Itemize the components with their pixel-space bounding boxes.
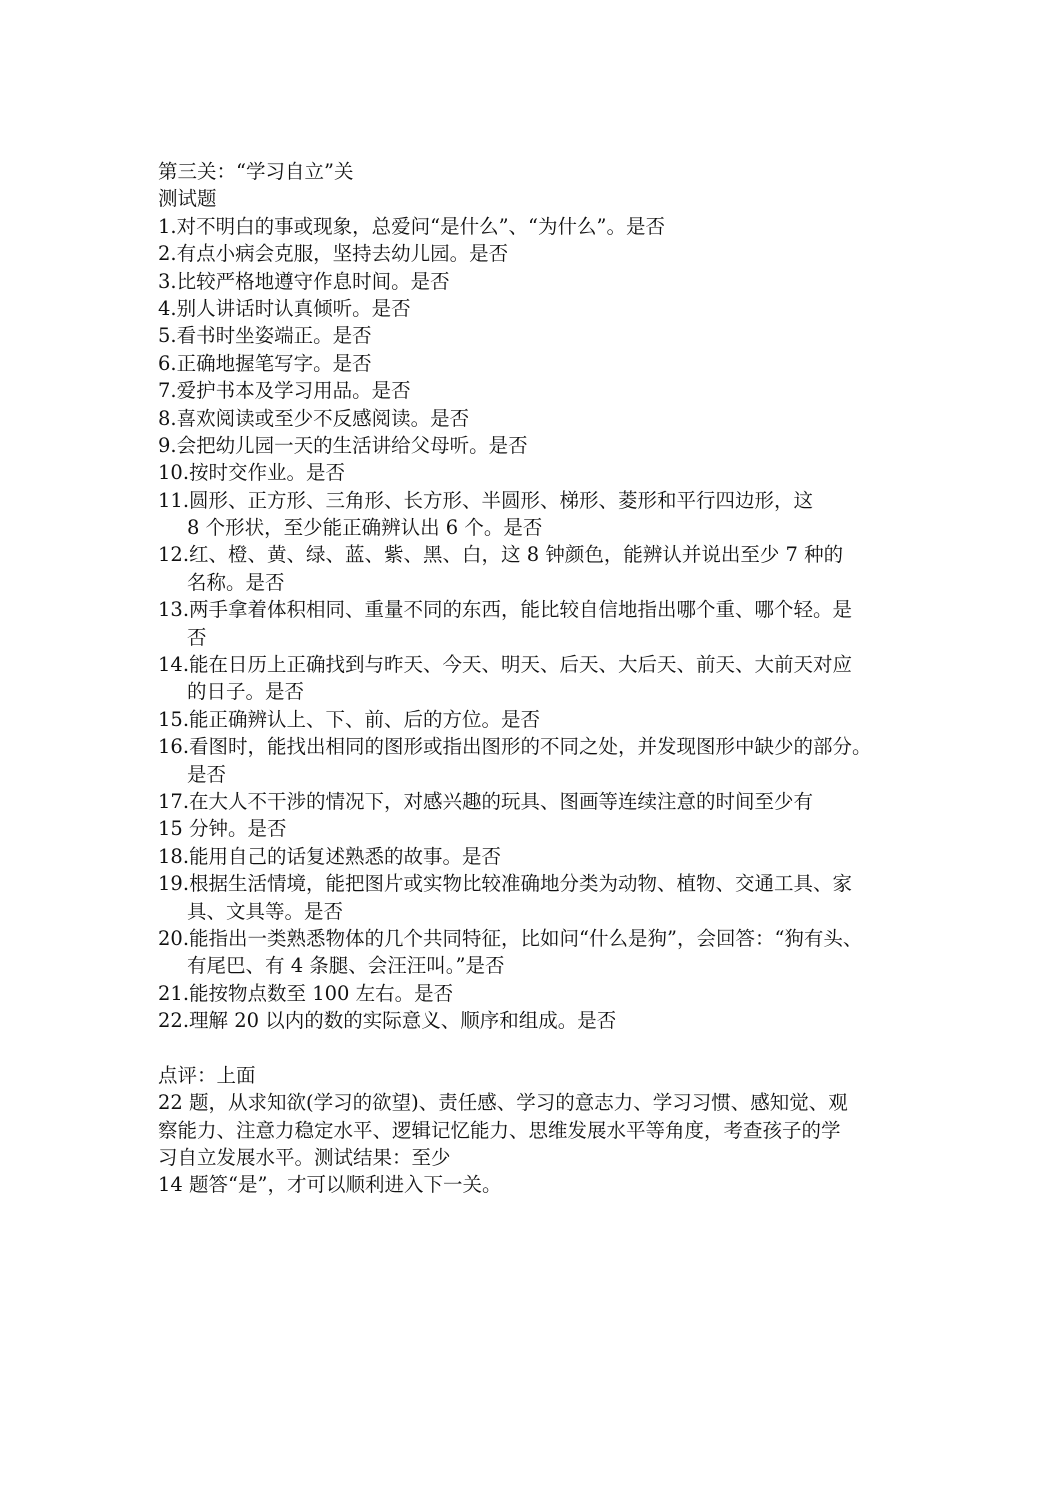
question-item <box>158 213 903 240</box>
question-text: 4.别人讲话时认真倾听。是否 <box>158 296 411 320</box>
question-text: 7.爱护书本及学习用品。是否 <box>158 379 411 403</box>
question-text-continued: 具、文具等。是否 <box>187 899 344 923</box>
question-item <box>158 432 903 459</box>
question-text-continued: 有尾巴、有 4 条腿、会汪汪叫。”是否 <box>187 954 505 978</box>
question-item <box>158 295 903 322</box>
question-item <box>158 843 903 870</box>
question-item <box>158 706 903 733</box>
question-item <box>158 925 903 980</box>
section-subtitle: 测试题 <box>158 187 217 211</box>
question-item <box>158 541 903 596</box>
question-text: 8.喜欢阅读或至少不反感阅读。是否 <box>158 406 470 430</box>
question-text: 10.按时交作业。是否 <box>158 461 346 485</box>
question-item <box>158 1007 903 1034</box>
question-text: 14.能在日历上正确找到与昨天、今天、明天、后天、大后天、前天、大前天对应 <box>158 653 853 677</box>
question-text: 13.两手拿着体积相同、重量不同的东西，能比较自信地指出哪个重、哪个轻。是 <box>158 598 853 622</box>
question-item <box>158 459 903 486</box>
question-item <box>158 350 903 377</box>
question-text: 15.能正确辨认上、下、前、后的方位。是否 <box>158 707 541 731</box>
question-text: 1.对不明白的事或现象，总爱问“是什么”、“为什么”。是否 <box>158 214 665 238</box>
question-text-continued: 否 <box>187 625 207 649</box>
question-item <box>158 980 903 1007</box>
comment-line: 察能力、注意力稳定水平、逻辑记忆能力、思维发展水平等角度，考查孩子的学 <box>158 1118 841 1142</box>
question-text: 9.会把幼儿园一天的生活讲给父母听。是否 <box>158 433 528 457</box>
question-text-continued: 是否 <box>187 762 227 786</box>
question-text: 22.理解 20 以内的数的实际意义、顺序和组成。是否 <box>158 1009 617 1033</box>
question-text: 16.看图时，能找出相同的图形或指出图形的不同之处，并发现图形中缺少的部分。 <box>158 735 872 759</box>
question-item <box>158 322 903 349</box>
question-text: 3.比较严格地遵守作息时间。是否 <box>158 269 450 293</box>
comment-line: 22 题，从求知欲(学习的欲望)、责任感、学习的意志力、学习习惯、感知觉、观 <box>158 1091 848 1115</box>
question-text-continued: 的日子。是否 <box>187 680 305 704</box>
question-text: 17.在大人不干涉的情况下，对感兴趣的玩具、图画等连续注意的时间至少有 <box>158 789 814 813</box>
comment-line: 14 题答“是”，才可以顺利进入下一关。 <box>158 1173 502 1197</box>
question-list <box>158 213 903 1035</box>
section-title: 第三关：“学习自立”关 <box>158 160 354 183</box>
question-item <box>158 487 903 542</box>
question-item <box>158 377 903 404</box>
question-item <box>158 788 903 815</box>
question-text: 6.正确地握笔写字。是否 <box>158 351 372 375</box>
question-item <box>158 733 903 788</box>
question-item <box>158 596 903 651</box>
question-item <box>158 268 903 295</box>
question-item <box>158 815 903 842</box>
question-text: 12.红、橙、黄、绿、蓝、紫、黑、白，这 8 钟颜色，能辨认并说出至少 7 种的 <box>158 543 844 567</box>
document-page <box>158 158 903 1199</box>
comment-line: 点评：上面 <box>158 1063 256 1087</box>
question-text-continued: 8 个形状，至少能正确辨认出 6 个。是否 <box>187 516 543 540</box>
question-text: 19.根据生活情境，能把图片或实物比较准确地分类为动物、植物、交通工具、家 <box>158 872 853 896</box>
question-item <box>158 405 903 432</box>
question-text: 15 分钟。是否 <box>158 817 287 841</box>
question-text-continued: 名称。是否 <box>187 570 285 594</box>
question-text: 11.圆形、正方形、三角形、长方形、半圆形、梯形、菱形和平行四边形，这 <box>158 488 814 512</box>
question-text: 5.看书时坐姿端正。是否 <box>158 324 372 348</box>
comment-line: 习自立发展水平。测试结果：至少 <box>158 1146 451 1170</box>
question-text: 18.能用自己的话复述熟悉的故事。是否 <box>158 844 502 868</box>
comment-block <box>158 1062 903 1199</box>
spacer <box>158 1035 903 1062</box>
question-item <box>158 651 903 706</box>
question-text: 2.有点小病会克服，坚持去幼儿园。是否 <box>158 242 509 266</box>
question-item <box>158 240 903 267</box>
question-text: 20.能指出一类熟悉物体的几个共同特征，比如问“什么是狗”，会回答：“狗有头、 <box>158 926 863 950</box>
question-item <box>158 870 903 925</box>
question-text: 21.能按物点数至 100 左右。是否 <box>158 981 454 1005</box>
